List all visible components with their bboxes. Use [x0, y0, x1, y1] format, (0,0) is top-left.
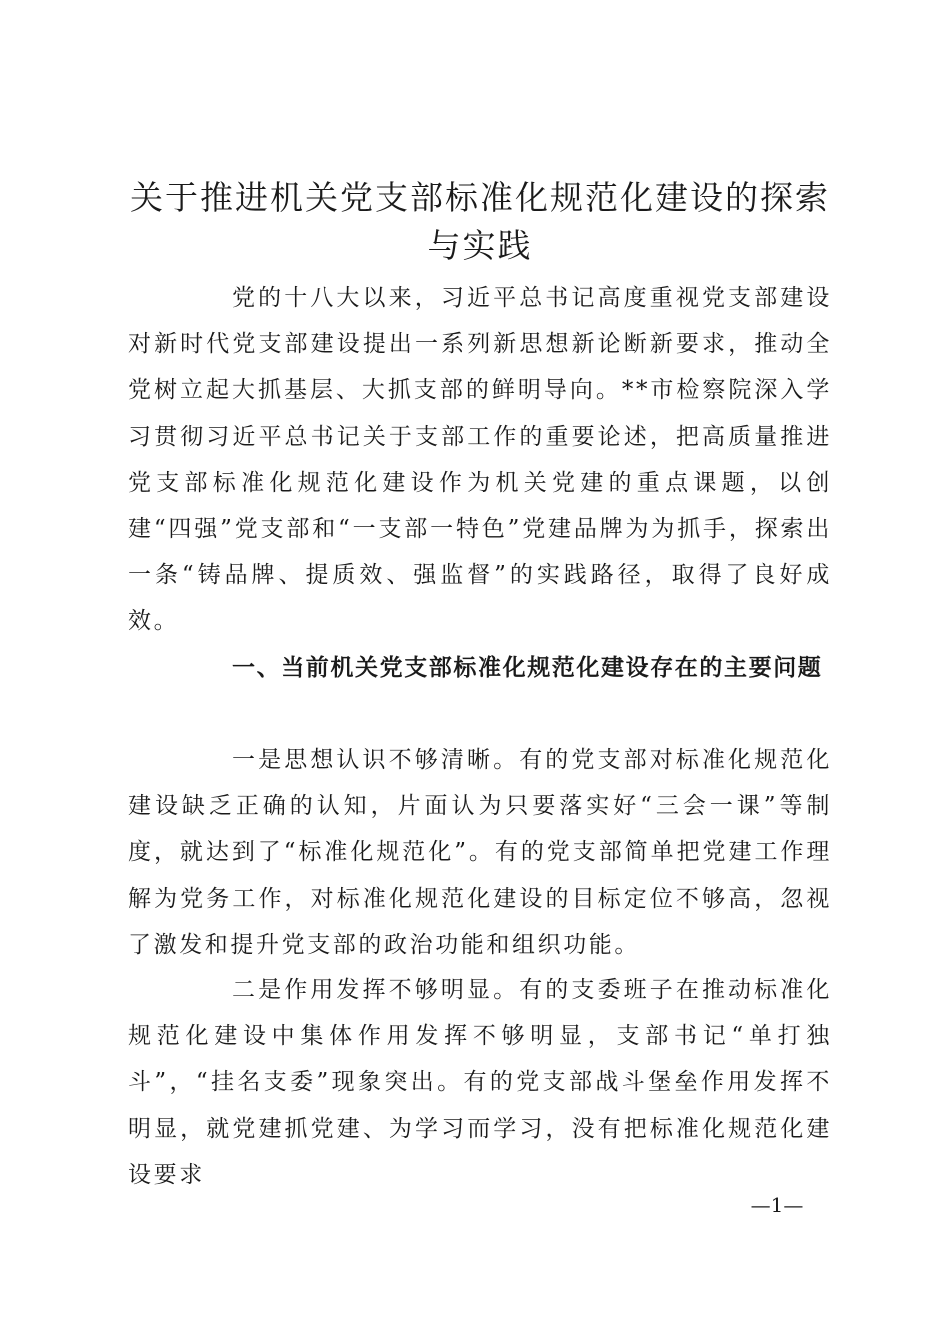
section-paragraph-2: 二是作用发挥不够明显。有的支委班子在推动标准化规范化建设中集体作用发挥不够明显，支部书记“单打独斗”，“挂名支委”现象突出。有的党支部战斗堡垒作用发挥不明显，就党建抓党建、为学习而学习，没有把标准化规范化建设要求: [128, 977, 832, 1188]
document-title: 关于推进机关党支部标准化规范化建设的探索与实践: [130, 178, 830, 265]
page-number: —1—: [750, 1193, 804, 1217]
section-paragraph-1: 一是思想认识不够清晰。有的党支部对标准化规范化建设缺乏正确的认知，片面认为只要落实好“三会一课”等制度，就达到了“标准化规范化”。有的党支部简单把党建工作理解为党务工作，对标准化规范化建设的目标定位不够高，忽视了激发和提升党支部的政治功能和组织功能。: [128, 747, 832, 958]
section-heading: 一、当前机关党支部标准化规范化建设存在的主要问题: [232, 655, 823, 681]
intro-paragraph: 党的十八大以来，习近平总书记高度重视党支部建设对新时代党支部建设提出一系列新思想新论断新要求，推动全党树立起大抓基层、大抓支部的鲜明导向。**市检察院深入学习贯彻习近平总书记关于支部工作的重要论述，把高质量推进党支部标准化规范化建设作为机关党建的重点课题，以创建“四强”党支部和“一支部一特色”党建品牌为为抓手，探索出一条“铸品牌、提质效、强监督”的实践路径，取得了良好成效。: [128, 285, 832, 635]
